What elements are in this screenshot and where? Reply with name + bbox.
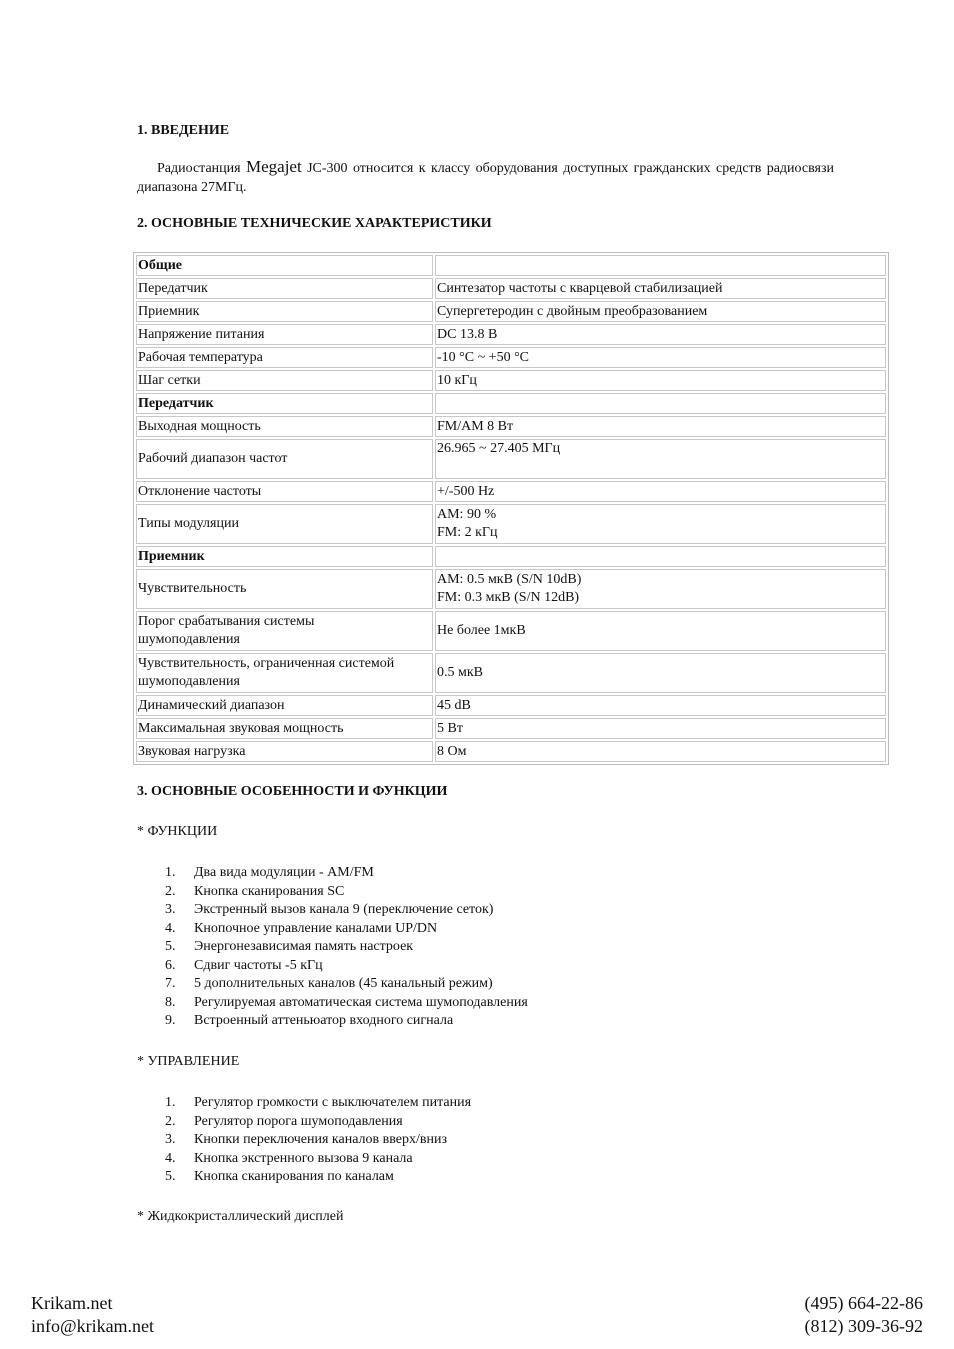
spec-table <box>133 252 889 765</box>
spec-value: 10 кГц <box>435 370 886 391</box>
list-number: 2. <box>165 1113 176 1129</box>
section-2-title: 2. ОСНОВНЫЕ ТЕХНИЧЕСКИЕ ХАРАКТЕРИСТИКИ <box>137 216 492 231</box>
footer-right <box>805 1292 923 1338</box>
spec-value <box>435 504 886 544</box>
list-item <box>165 1094 471 1113</box>
spec-label-line: шумоподавления <box>138 632 240 647</box>
list-item <box>165 1012 528 1031</box>
spec-label: Звуковая нагрузка <box>136 741 433 762</box>
list-item <box>165 920 528 939</box>
list-number: 1. <box>165 865 176 880</box>
spec-label <box>136 611 433 651</box>
spec-value: Не более 1мкВ <box>435 611 886 651</box>
intro-paragraph <box>137 157 834 197</box>
spec-value <box>435 393 886 414</box>
table-row <box>136 439 886 479</box>
list-number: 5. <box>165 1169 176 1184</box>
list-item-text: Регулируемая автоматическая система шумоподавления <box>194 994 528 1010</box>
spec-value-line: AM: 0.5 мкВ (S/N 10dB) <box>437 572 582 587</box>
table-row <box>136 278 886 299</box>
section-1-title: 1. ВВЕДЕНИЕ <box>137 123 230 138</box>
spec-label: Шаг сетки <box>136 370 433 391</box>
spec-value <box>435 569 886 609</box>
spec-value <box>435 546 886 567</box>
control-title: * УПРАВЛЕНИЕ <box>137 1054 240 1069</box>
list-number: 3. <box>165 1132 176 1147</box>
list-item-text: Кнопка сканирования по каналам <box>194 1169 394 1184</box>
list-number: 1. <box>165 1095 176 1110</box>
spec-value: 45 dB <box>435 695 886 716</box>
list-item-text: Кнопочное управление каналами UP/DN <box>194 920 438 936</box>
spec-label <box>136 653 433 693</box>
brand-name: Megajet <box>246 157 302 176</box>
list-item <box>165 1168 471 1187</box>
spec-value-line: FM: 0.3 мкВ (S/N 12dB) <box>437 590 580 605</box>
intro-text-pre: Радиостанция <box>157 161 246 176</box>
spec-label: Приемник <box>136 301 433 322</box>
intro-text-post: JC-300 относится к классу оборудования доступных гражданских средств радиосвязи диапазона 27МГц. <box>137 161 834 195</box>
spec-label: Рабочий диапазон частот <box>136 439 433 479</box>
list-item <box>165 975 528 994</box>
list-item-text: Встроенный аттеньюатор входного сигнала <box>194 1013 454 1028</box>
lcd-note: * Жидкокристаллический дисплей <box>137 1209 344 1224</box>
table-row <box>136 653 886 693</box>
list-item-text: Энергонезависимая память настроек <box>194 939 414 954</box>
list-item <box>165 1113 471 1132</box>
section-3-title: 3. ОСНОВНЫЕ ОСОБЕННОСТИ И ФУНКЦИИ <box>137 784 448 799</box>
spec-label-line: Порог срабатывания системы <box>138 614 315 629</box>
list-item <box>165 1150 471 1169</box>
spec-value: Синтезатор частоты с кварцевой стабилизацией <box>435 278 886 299</box>
list-item-text: Сдвиг частоты -5 кГц <box>194 957 323 973</box>
spec-label-line: шумоподавления <box>138 674 240 689</box>
table-row <box>136 324 886 345</box>
table-row <box>136 481 886 502</box>
list-item-text: Экстренный вызов канала 9 (переключение сеток) <box>194 902 494 917</box>
table-row <box>136 546 886 567</box>
table-row <box>136 393 886 414</box>
spec-value: FM/AM 8 Вт <box>435 416 886 437</box>
spec-value-line: FM: 2 кГц <box>437 525 498 540</box>
controls-list <box>165 1094 471 1187</box>
list-item-text: Два вида модуляции - AM/FM <box>194 865 374 880</box>
table-row <box>136 370 886 391</box>
spec-label: Чувствительность <box>136 569 433 609</box>
footer-left <box>31 1292 154 1338</box>
list-item-text: Кнопка экстренного вызова 9 канала <box>194 1150 413 1166</box>
spec-label: Типы модуляции <box>136 504 433 544</box>
list-item <box>165 1131 471 1150</box>
spec-value <box>435 255 886 276</box>
list-item <box>165 864 528 883</box>
table-row <box>136 347 886 368</box>
spec-label: Отклонение частоты <box>136 481 433 502</box>
footer-site-link[interactable]: Krikam.net <box>31 1293 113 1313</box>
list-item <box>165 883 528 902</box>
spec-value: DC 13.8 В <box>435 324 886 345</box>
table-row <box>136 741 886 762</box>
table-row <box>136 718 886 739</box>
table-row <box>136 416 886 437</box>
list-item-text: Кнопки переключения каналов вверх/вниз <box>194 1132 448 1147</box>
footer-phone: (495) 664-22-86 <box>804 1293 923 1313</box>
list-item <box>165 901 528 920</box>
list-item-text: Кнопка сканирования SC <box>194 883 345 899</box>
table-row <box>136 569 886 609</box>
footer-email-link[interactable]: info@krikam.net <box>31 1316 155 1336</box>
functions-title: * ФУНКЦИИ <box>137 824 218 839</box>
table-row <box>136 301 886 322</box>
functions-list <box>165 864 528 1031</box>
spec-section-label: Приемник <box>136 546 433 567</box>
list-item <box>165 994 528 1013</box>
list-number: 3. <box>165 902 176 917</box>
spec-section-label: Передатчик <box>136 393 433 414</box>
list-number: 8. <box>165 994 176 1010</box>
list-number: 4. <box>165 920 176 936</box>
table-row <box>136 611 886 651</box>
list-number: 2. <box>165 883 176 899</box>
spec-value: 26.965 ~ 27.405 МГц <box>435 439 886 479</box>
list-item <box>165 938 528 957</box>
list-number: 5. <box>165 939 176 954</box>
spec-label: Выходная мощность <box>136 416 433 437</box>
spec-label: Рабочая температура <box>136 347 433 368</box>
spec-label: Максимальная звуковая мощность <box>136 718 433 739</box>
spec-value: 5 Вт <box>435 718 886 739</box>
spec-label-line: Чувствительность, ограниченная системой <box>138 656 395 671</box>
spec-value: +/-500 Hz <box>435 481 886 502</box>
list-item-text: Регулятор громкости с выключателем питания <box>194 1095 472 1110</box>
footer-phone: (812) 309-36-92 <box>804 1316 923 1336</box>
spec-value: -10 °C ~ +50 °C <box>435 347 886 368</box>
list-number: 6. <box>165 957 176 973</box>
list-number: 7. <box>165 976 176 991</box>
list-item-text: Регулятор порога шумоподавления <box>194 1113 403 1129</box>
table-row <box>136 255 886 276</box>
spec-label: Передатчик <box>136 278 433 299</box>
spec-value-line: AM: 90 % <box>437 507 497 522</box>
table-row <box>136 504 886 544</box>
spec-value: 8 Ом <box>435 741 886 762</box>
spec-section-label: Общие <box>136 255 433 276</box>
list-item <box>165 957 528 976</box>
spec-value: Супергетеродин с двойным преобразованием <box>435 301 886 322</box>
list-number: 4. <box>165 1150 176 1166</box>
list-number: 9. <box>165 1013 176 1028</box>
table-row <box>136 695 886 716</box>
spec-label: Динамический диапазон <box>136 695 433 716</box>
spec-value: 0.5 мкВ <box>435 653 886 693</box>
spec-label: Напряжение питания <box>136 324 433 345</box>
list-item-text: 5 дополнительных каналов (45 канальный режим) <box>194 976 493 991</box>
